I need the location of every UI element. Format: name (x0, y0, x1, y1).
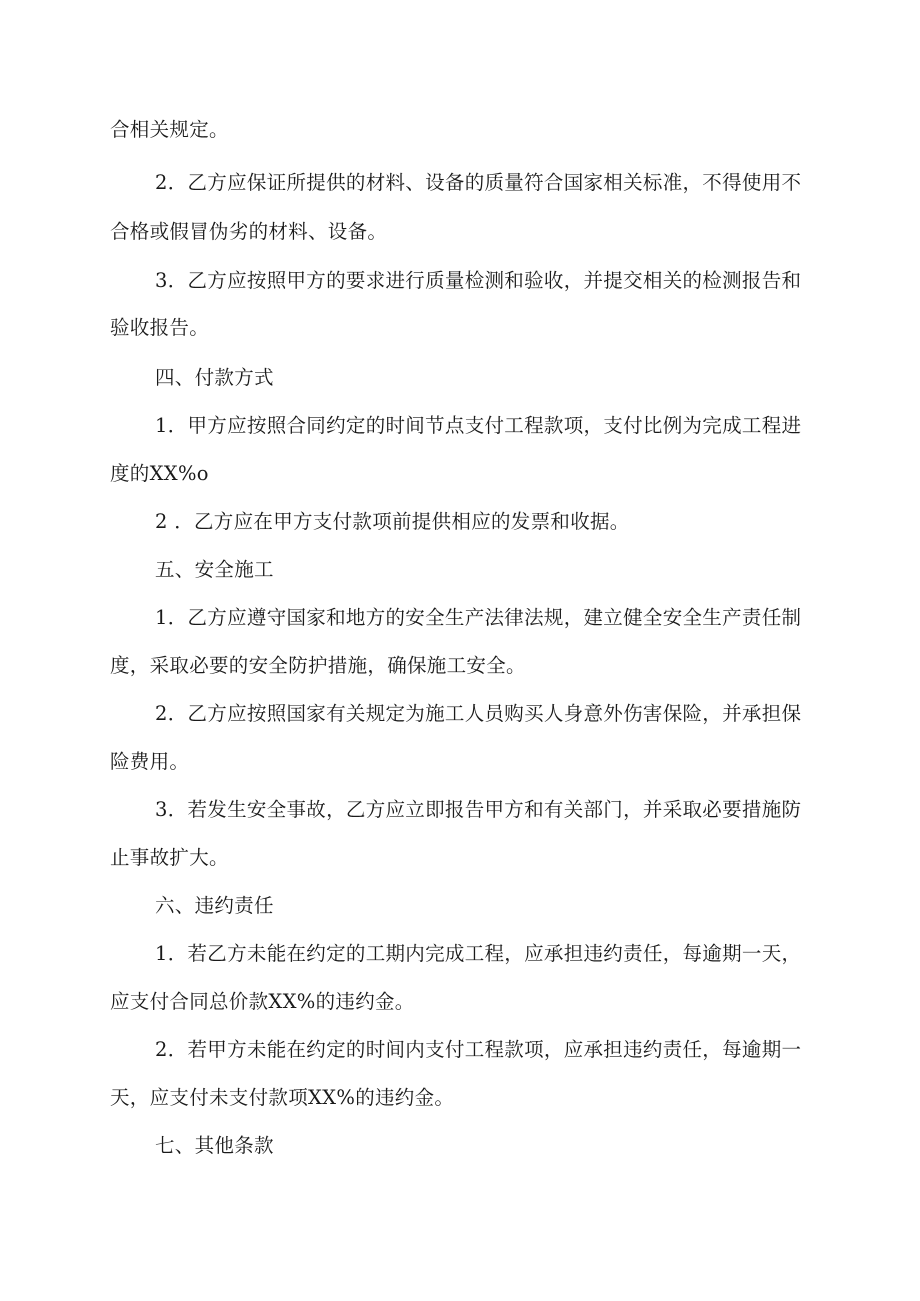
text-line: 1．甲方应按照合同约定的时间节点支付工程款项，支付比例为完成工程进 (155, 414, 802, 437)
text-line: 合格或假冒伪劣的材料、设备。 (110, 220, 388, 243)
text-line: 止事故扩大。 (110, 846, 229, 869)
text-line: 3．若发生安全事故，乙方应立即报告甲方和有关部门，并采取必要措施防 (155, 798, 802, 821)
text-line: 1．若乙方未能在约定的工期内完成工程，应承担违约责任，每逾期一天， (155, 942, 802, 965)
text-line: 天，应支付未支付款项XX%的违约金。 (110, 1086, 455, 1109)
text-line: 验收报告。 (110, 316, 210, 339)
text-line: 险费用。 (110, 750, 190, 773)
text-line: 3．乙方应按照甲方的要求进行质量检测和验收，并提交相关的检测报告和 (155, 269, 802, 292)
section-heading: 六、违约责任 (155, 894, 274, 917)
section-heading: 四、付款方式 (155, 366, 274, 389)
text-line: 2．若甲方未能在约定的时间内支付工程款项，应承担违约责任，每逾期一 (155, 1038, 802, 1061)
text-line: 2 ．乙方应在甲方支付款项前提供相应的发票和收据。 (155, 510, 630, 533)
text-line: 2．乙方应按照国家有关规定为施工人员购买人身意外伤害保险，并承担保 (155, 702, 802, 725)
section-heading: 七、其他条款 (155, 1134, 274, 1157)
text-line: 度，采取必要的安全防护措施，确保施工安全。 (110, 654, 526, 677)
section-heading: 五、安全施工 (155, 558, 274, 581)
text-line: 2．乙方应保证所提供的材料、设备的质量符合国家相关标准，不得使用不 (155, 171, 802, 194)
text-line: 合相关规定。 (110, 118, 229, 141)
text-line: 1．乙方应遵守国家和地方的安全生产法律法规，建立健全安全生产责任制 (155, 606, 802, 629)
text-line: 应支付合同总价款XX%的违约金。 (110, 990, 415, 1013)
text-line: 度的XX%o (110, 462, 209, 485)
